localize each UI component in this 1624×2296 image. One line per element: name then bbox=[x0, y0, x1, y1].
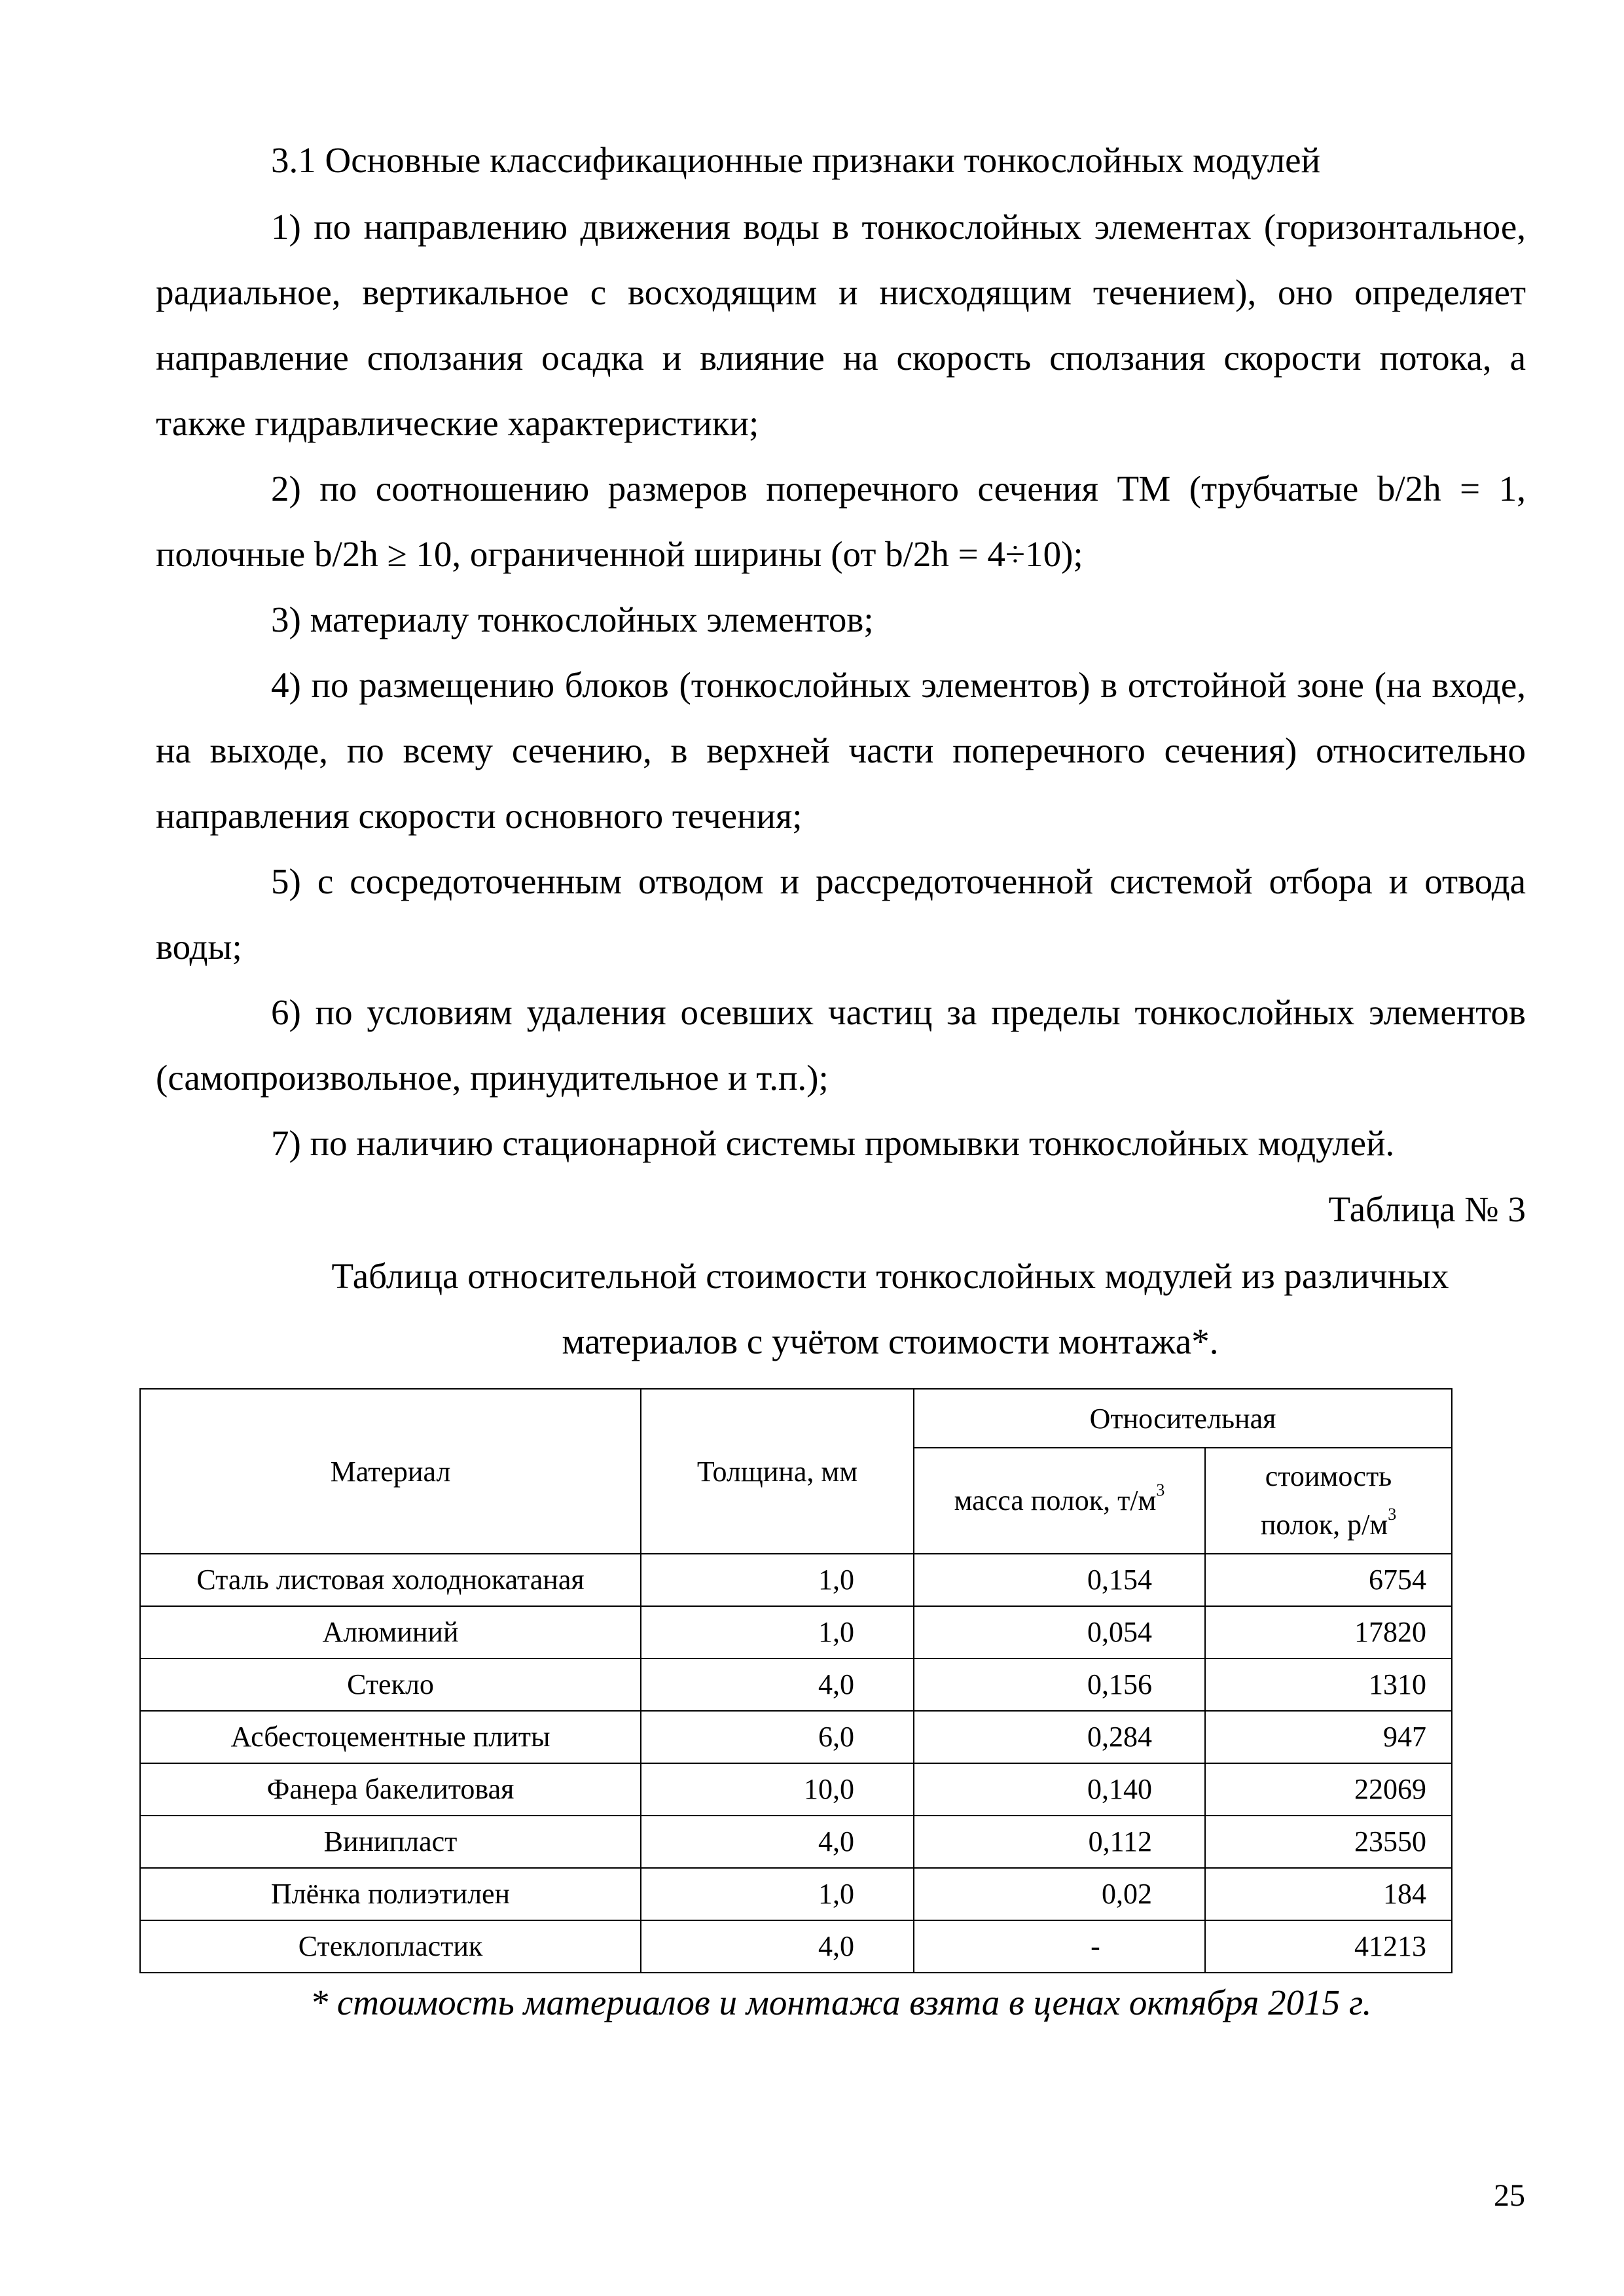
cell-material: Стеклопластик bbox=[140, 1920, 641, 1973]
cell-mass: 0,054 bbox=[914, 1606, 1205, 1659]
relative-cost-table bbox=[139, 1388, 1453, 1973]
table-caption-line-1: Таблица относительной стоимости тонкослойных модулей из различных bbox=[331, 1256, 1449, 1296]
cell-cost: 23550 bbox=[1205, 1816, 1452, 1868]
cell-thickness: 4,0 bbox=[641, 1816, 914, 1868]
header-relative: Относительная bbox=[914, 1389, 1452, 1448]
cell-thickness: 4,0 bbox=[641, 1920, 914, 1973]
header-thickness: Толщина, мм bbox=[641, 1389, 914, 1554]
table-row bbox=[140, 1920, 1452, 1973]
page-number: 25 bbox=[1494, 2178, 1525, 2213]
header-mass bbox=[914, 1448, 1205, 1554]
header-cost bbox=[1205, 1448, 1452, 1554]
cell-material: Алюминий bbox=[140, 1606, 641, 1659]
list-item-7: 7) по наличию стационарной системы промывки тонкослойных модулей. bbox=[271, 1123, 1395, 1163]
table-row bbox=[140, 1868, 1452, 1920]
list-item-5: 5) с сосредоточенным отводом и рассредоточенной системой отбора и отвода воды; bbox=[156, 861, 1526, 967]
cell-thickness: 1,0 bbox=[641, 1606, 914, 1659]
cell-material: Асбестоцементные плиты bbox=[140, 1711, 641, 1763]
cell-thickness: 4,0 bbox=[641, 1659, 914, 1711]
table-label: Таблица № 3 bbox=[1328, 1189, 1526, 1229]
cell-mass: 0,154 bbox=[914, 1554, 1205, 1606]
table-row bbox=[140, 1606, 1452, 1659]
cell-cost: 6754 bbox=[1205, 1554, 1452, 1606]
section-heading: 3.1 Основные классификационные признаки тонкослойных модулей bbox=[271, 140, 1321, 180]
table-header-row-1 bbox=[140, 1389, 1452, 1448]
list-item-2: 2) по соотношению размеров поперечного сечения ТМ (трубчатые b/2h = 1, полочные b/2h ≥ 10, ограниченной ширины (от b/2h = 4÷10); bbox=[156, 469, 1526, 574]
cell-material: Стекло bbox=[140, 1659, 641, 1711]
table-footnote: * стоимость материалов и монтажа взята в ценах октября 2015 г. bbox=[310, 1982, 1372, 2022]
cell-mass: 0,02 bbox=[914, 1868, 1205, 1920]
cell-cost: 22069 bbox=[1205, 1763, 1452, 1816]
list-item-1: 1) по направлению движения воды в тонкослойных элементах (горизонтальное, радиальное, вертикальное с восходящим и нисходящим течением), оно определяет направление сползания осадка и влияние на скорость сползания скорости потока, а также гидравлические характеристики; bbox=[156, 207, 1526, 443]
cell-thickness: 1,0 bbox=[641, 1868, 914, 1920]
header-cost-line-1: стоимость bbox=[1265, 1460, 1392, 1492]
header-mass-text: масса полок, т/м bbox=[954, 1484, 1157, 1516]
table-caption bbox=[249, 1244, 1532, 1374]
cell-cost: 184 bbox=[1205, 1868, 1452, 1920]
cell-thickness: 6,0 bbox=[641, 1711, 914, 1763]
header-material: Материал bbox=[140, 1389, 641, 1554]
table-caption-line-2: материалов с учётом стоимости монтажа*. bbox=[562, 1321, 1219, 1361]
header-cost-line-2: полок, р/м bbox=[1260, 1509, 1388, 1541]
cell-thickness: 1,0 bbox=[641, 1554, 914, 1606]
cell-cost: 1310 bbox=[1205, 1659, 1452, 1711]
table-row bbox=[140, 1763, 1452, 1816]
table-row bbox=[140, 1659, 1452, 1711]
list-item-4: 4) по размещению блоков (тонкослойных элементов) в отстойной зоне (на входе, на выходе, по всему сечению, в верхней части поперечного сечения) относительно направления скорости основного течения; bbox=[156, 665, 1526, 836]
classification-list bbox=[156, 194, 1526, 1176]
cell-material: Сталь листовая холоднокатаная bbox=[140, 1554, 641, 1606]
cell-cost: 947 bbox=[1205, 1711, 1452, 1763]
cell-mass: - bbox=[914, 1920, 1205, 1973]
cell-material: Плёнка полиэтилен bbox=[140, 1868, 641, 1920]
list-item-3: 3) материалу тонкослойных элементов; bbox=[271, 600, 874, 639]
table-row bbox=[140, 1554, 1452, 1606]
cell-cost: 17820 bbox=[1205, 1606, 1452, 1659]
table-row bbox=[140, 1711, 1452, 1763]
cell-material: Винипласт bbox=[140, 1816, 641, 1868]
table-row bbox=[140, 1816, 1452, 1868]
cell-mass: 0,284 bbox=[914, 1711, 1205, 1763]
cell-cost: 41213 bbox=[1205, 1920, 1452, 1973]
cell-material: Фанера бакелитовая bbox=[140, 1763, 641, 1816]
header-mass-superscript: 3 bbox=[1156, 1480, 1165, 1499]
list-item-6: 6) по условиям удаления осевших частиц за пределы тонкослойных элементов (самопроизвольное, принудительное и т.п.); bbox=[156, 992, 1526, 1098]
cell-mass: 0,156 bbox=[914, 1659, 1205, 1711]
cell-mass: 0,140 bbox=[914, 1763, 1205, 1816]
cell-mass: 0,112 bbox=[914, 1816, 1205, 1868]
cell-thickness: 10,0 bbox=[641, 1763, 914, 1816]
header-cost-superscript: 3 bbox=[1388, 1505, 1397, 1524]
